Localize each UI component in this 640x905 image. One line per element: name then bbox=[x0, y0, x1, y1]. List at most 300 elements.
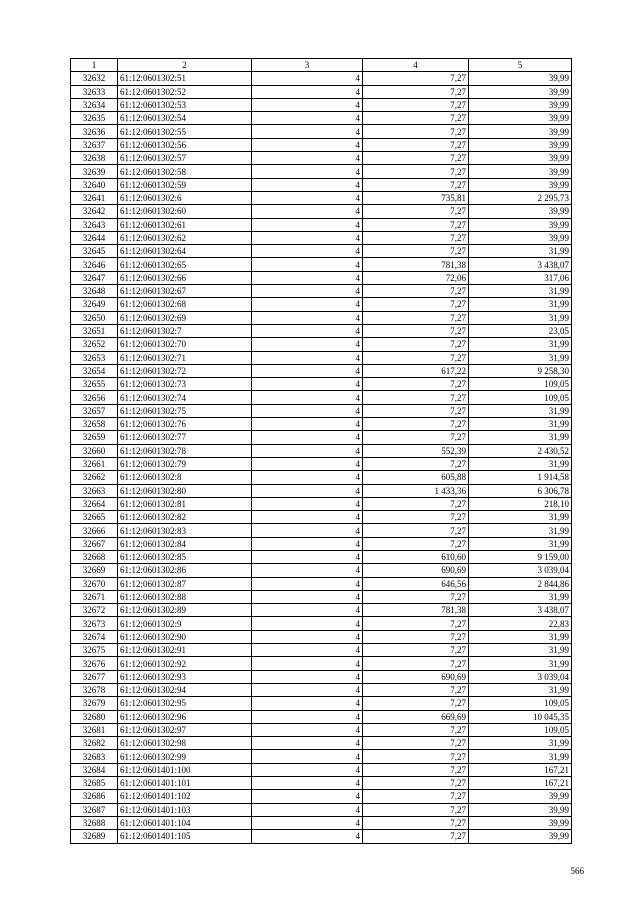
amount-value-cell: 39,99 bbox=[469, 152, 572, 165]
table-row bbox=[71, 324, 572, 337]
table-row bbox=[71, 803, 572, 816]
row-number-cell: 32665 bbox=[71, 511, 118, 524]
cadastral-number-cell: 61:12:0601302:52 bbox=[118, 85, 252, 98]
amount-value-cell: 39,99 bbox=[469, 790, 572, 803]
cadastral-number-cell: 61:12:0601302:85 bbox=[118, 550, 252, 563]
amount-value-cell: 109,05 bbox=[469, 723, 572, 736]
row-number-cell: 32675 bbox=[71, 644, 118, 657]
table-row bbox=[71, 484, 572, 497]
cadastral-number-cell: 61:12:0601302:74 bbox=[118, 391, 252, 404]
cadastral-number-cell: 61:12:0601302:66 bbox=[118, 271, 252, 284]
table-row bbox=[71, 165, 572, 178]
row-number-cell: 32638 bbox=[71, 152, 118, 165]
amount-value-cell: 39,99 bbox=[469, 205, 572, 218]
row-number-cell: 32655 bbox=[71, 378, 118, 391]
table-row bbox=[71, 790, 572, 803]
category-code-cell: 4 bbox=[252, 710, 363, 723]
area-value-cell: 7,27 bbox=[363, 524, 469, 537]
amount-value-cell: 31,99 bbox=[469, 630, 572, 643]
amount-value-cell: 317,06 bbox=[469, 271, 572, 284]
amount-value-cell: 39,99 bbox=[469, 178, 572, 191]
table-row bbox=[71, 564, 572, 577]
area-value-cell: 610,60 bbox=[363, 550, 469, 563]
area-value-cell: 7,27 bbox=[363, 617, 469, 630]
amount-value-cell: 31,99 bbox=[469, 524, 572, 537]
table-row bbox=[71, 404, 572, 417]
row-number-cell: 32680 bbox=[71, 710, 118, 723]
amount-value-cell: 39,99 bbox=[469, 803, 572, 816]
area-value-cell: 617,22 bbox=[363, 364, 469, 377]
category-code-cell: 4 bbox=[252, 378, 363, 391]
cadastral-number-cell: 61:12:0601401:100 bbox=[118, 763, 252, 776]
row-number-cell: 32669 bbox=[71, 564, 118, 577]
table-row bbox=[71, 723, 572, 736]
area-value-cell: 7,27 bbox=[363, 777, 469, 790]
area-value-cell: 7,27 bbox=[363, 790, 469, 803]
area-value-cell: 690,69 bbox=[363, 670, 469, 683]
row-number-cell: 32662 bbox=[71, 471, 118, 484]
amount-value-cell: 167,21 bbox=[469, 777, 572, 790]
row-number-cell: 32640 bbox=[71, 178, 118, 191]
category-code-cell: 4 bbox=[252, 750, 363, 763]
category-code-cell: 4 bbox=[252, 218, 363, 231]
cadastral-number-cell: 61:12:0601302:61 bbox=[118, 218, 252, 231]
category-code-cell: 4 bbox=[252, 191, 363, 204]
row-number-cell: 32635 bbox=[71, 112, 118, 125]
area-value-cell: 7,27 bbox=[363, 351, 469, 364]
table-row bbox=[71, 218, 572, 231]
category-code-cell: 4 bbox=[252, 258, 363, 271]
table-row bbox=[71, 138, 572, 151]
cadastral-number-cell: 61:12:0601401:102 bbox=[118, 790, 252, 803]
table-row bbox=[71, 271, 572, 284]
area-value-cell: 690,69 bbox=[363, 564, 469, 577]
amount-value-cell: 31,99 bbox=[469, 644, 572, 657]
row-number-cell: 32684 bbox=[71, 763, 118, 776]
amount-value-cell: 23,05 bbox=[469, 324, 572, 337]
row-number-cell: 32643 bbox=[71, 218, 118, 231]
amount-value-cell: 109,05 bbox=[469, 697, 572, 710]
category-code-cell: 4 bbox=[252, 590, 363, 603]
amount-value-cell: 218,10 bbox=[469, 497, 572, 510]
cadastral-number-cell: 61:12:0601302:92 bbox=[118, 657, 252, 670]
area-value-cell: 646,56 bbox=[363, 577, 469, 590]
area-value-cell: 7,27 bbox=[363, 218, 469, 231]
table-row bbox=[71, 604, 572, 617]
category-code-cell: 4 bbox=[252, 112, 363, 125]
row-number-cell: 32666 bbox=[71, 524, 118, 537]
category-code-cell: 4 bbox=[252, 644, 363, 657]
table-row bbox=[71, 577, 572, 590]
table-row bbox=[71, 763, 572, 776]
column-header-4: 4 bbox=[363, 59, 469, 72]
amount-value-cell: 39,99 bbox=[469, 830, 572, 843]
amount-value-cell: 31,99 bbox=[469, 338, 572, 351]
amount-value-cell: 31,99 bbox=[469, 298, 572, 311]
table-row bbox=[71, 85, 572, 98]
cadastral-number-cell: 61:12:0601302:51 bbox=[118, 72, 252, 85]
amount-value-cell: 109,05 bbox=[469, 378, 572, 391]
area-value-cell: 7,27 bbox=[363, 138, 469, 151]
table-row bbox=[71, 550, 572, 563]
category-code-cell: 4 bbox=[252, 205, 363, 218]
cadastral-number-cell: 61:12:0601302:95 bbox=[118, 697, 252, 710]
column-header-2: 2 bbox=[118, 59, 252, 72]
row-number-cell: 32682 bbox=[71, 737, 118, 750]
row-number-cell: 32637 bbox=[71, 138, 118, 151]
table-row bbox=[71, 816, 572, 829]
cadastral-number-cell: 61:12:0601302:96 bbox=[118, 710, 252, 723]
amount-value-cell: 39,99 bbox=[469, 98, 572, 111]
table-row bbox=[71, 750, 572, 763]
cadastral-number-cell: 61:12:0601302:76 bbox=[118, 418, 252, 431]
table-row bbox=[71, 471, 572, 484]
area-value-cell: 7,27 bbox=[363, 723, 469, 736]
area-value-cell: 7,27 bbox=[363, 644, 469, 657]
area-value-cell: 7,27 bbox=[363, 457, 469, 470]
row-number-cell: 32663 bbox=[71, 484, 118, 497]
table-row bbox=[71, 777, 572, 790]
cadastral-number-cell: 61:12:0601302:80 bbox=[118, 484, 252, 497]
amount-value-cell: 3 039,04 bbox=[469, 670, 572, 683]
cadastral-number-cell: 61:12:0601302:79 bbox=[118, 457, 252, 470]
column-header-5: 5 bbox=[469, 59, 572, 72]
cadastral-number-cell: 61:12:0601302:82 bbox=[118, 511, 252, 524]
table-row bbox=[71, 830, 572, 843]
row-number-cell: 32670 bbox=[71, 577, 118, 590]
row-number-cell: 32688 bbox=[71, 816, 118, 829]
area-value-cell: 7,27 bbox=[363, 125, 469, 138]
row-number-cell: 32668 bbox=[71, 550, 118, 563]
amount-value-cell: 39,99 bbox=[469, 816, 572, 829]
table-row bbox=[71, 298, 572, 311]
area-value-cell: 7,27 bbox=[363, 165, 469, 178]
cadastral-number-cell: 61:12:0601302:72 bbox=[118, 364, 252, 377]
amount-value-cell: 31,99 bbox=[469, 750, 572, 763]
row-number-cell: 32646 bbox=[71, 258, 118, 271]
page-number: 566 bbox=[570, 866, 584, 876]
cadastral-number-cell: 61:12:0601302:86 bbox=[118, 564, 252, 577]
cadastral-number-cell: 61:12:0601302:69 bbox=[118, 311, 252, 324]
amount-value-cell: 2 295,73 bbox=[469, 191, 572, 204]
cadastral-number-cell: 61:12:0601401:104 bbox=[118, 816, 252, 829]
category-code-cell: 4 bbox=[252, 271, 363, 284]
amount-value-cell: 31,99 bbox=[469, 431, 572, 444]
row-number-cell: 32634 bbox=[71, 98, 118, 111]
category-code-cell: 4 bbox=[252, 364, 363, 377]
table-row bbox=[71, 617, 572, 630]
area-value-cell: 7,27 bbox=[363, 497, 469, 510]
row-number-cell: 32678 bbox=[71, 683, 118, 696]
cadastral-number-cell: 61:12:0601302:81 bbox=[118, 497, 252, 510]
area-value-cell: 7,27 bbox=[363, 152, 469, 165]
category-code-cell: 4 bbox=[252, 617, 363, 630]
area-value-cell: 7,27 bbox=[363, 816, 469, 829]
amount-value-cell: 22,83 bbox=[469, 617, 572, 630]
row-number-cell: 32641 bbox=[71, 191, 118, 204]
row-number-cell: 32656 bbox=[71, 391, 118, 404]
area-value-cell: 7,27 bbox=[363, 311, 469, 324]
amount-value-cell: 167,21 bbox=[469, 763, 572, 776]
row-number-cell: 32671 bbox=[71, 590, 118, 603]
cadastral-number-cell: 61:12:0601302:73 bbox=[118, 378, 252, 391]
area-value-cell: 1 433,36 bbox=[363, 484, 469, 497]
category-code-cell: 4 bbox=[252, 630, 363, 643]
category-code-cell: 4 bbox=[252, 72, 363, 85]
cadastral-number-cell: 61:12:0601302:54 bbox=[118, 112, 252, 125]
category-code-cell: 4 bbox=[252, 85, 363, 98]
column-header-3: 3 bbox=[252, 59, 363, 72]
row-number-cell: 32654 bbox=[71, 364, 118, 377]
header-row bbox=[71, 59, 572, 72]
amount-value-cell: 39,99 bbox=[469, 231, 572, 244]
amount-value-cell: 2 430,52 bbox=[469, 444, 572, 457]
amount-value-cell: 39,99 bbox=[469, 72, 572, 85]
table-row bbox=[71, 644, 572, 657]
table-row bbox=[71, 391, 572, 404]
table-row bbox=[71, 231, 572, 244]
area-value-cell: 72,06 bbox=[363, 271, 469, 284]
row-number-cell: 32636 bbox=[71, 125, 118, 138]
area-value-cell: 7,27 bbox=[363, 431, 469, 444]
amount-value-cell: 31,99 bbox=[469, 311, 572, 324]
row-number-cell: 32674 bbox=[71, 630, 118, 643]
cadastral-number-cell: 61:12:0601302:56 bbox=[118, 138, 252, 151]
cadastral-number-cell: 61:12:0601302:91 bbox=[118, 644, 252, 657]
area-value-cell: 7,27 bbox=[363, 590, 469, 603]
category-code-cell: 4 bbox=[252, 484, 363, 497]
amount-value-cell: 3 438,07 bbox=[469, 604, 572, 617]
category-code-cell: 4 bbox=[252, 457, 363, 470]
table-row bbox=[71, 205, 572, 218]
category-code-cell: 4 bbox=[252, 564, 363, 577]
row-number-cell: 32686 bbox=[71, 790, 118, 803]
row-number-cell: 32650 bbox=[71, 311, 118, 324]
column-header-1: 1 bbox=[71, 59, 118, 72]
table-row bbox=[71, 457, 572, 470]
table-row bbox=[71, 351, 572, 364]
category-code-cell: 4 bbox=[252, 338, 363, 351]
cadastral-number-cell: 61:12:0601302:83 bbox=[118, 524, 252, 537]
table-row bbox=[71, 125, 572, 138]
row-number-cell: 32639 bbox=[71, 165, 118, 178]
category-code-cell: 4 bbox=[252, 723, 363, 736]
row-number-cell: 32648 bbox=[71, 285, 118, 298]
area-value-cell: 7,27 bbox=[363, 178, 469, 191]
category-code-cell: 4 bbox=[252, 737, 363, 750]
area-value-cell: 7,27 bbox=[363, 112, 469, 125]
row-number-cell: 32659 bbox=[71, 431, 118, 444]
amount-value-cell: 39,99 bbox=[469, 165, 572, 178]
amount-value-cell: 6 306,78 bbox=[469, 484, 572, 497]
area-value-cell: 7,27 bbox=[363, 98, 469, 111]
table-row bbox=[71, 590, 572, 603]
amount-value-cell: 31,99 bbox=[469, 590, 572, 603]
amount-value-cell: 39,99 bbox=[469, 138, 572, 151]
area-value-cell: 7,27 bbox=[363, 85, 469, 98]
category-code-cell: 4 bbox=[252, 152, 363, 165]
area-value-cell: 7,27 bbox=[363, 378, 469, 391]
area-value-cell: 735,81 bbox=[363, 191, 469, 204]
amount-value-cell: 31,99 bbox=[469, 418, 572, 431]
area-value-cell: 669,69 bbox=[363, 710, 469, 723]
area-value-cell: 781,38 bbox=[363, 604, 469, 617]
category-code-cell: 4 bbox=[252, 803, 363, 816]
amount-value-cell: 31,99 bbox=[469, 404, 572, 417]
table-row bbox=[71, 697, 572, 710]
category-code-cell: 4 bbox=[252, 697, 363, 710]
category-code-cell: 4 bbox=[252, 444, 363, 457]
category-code-cell: 4 bbox=[252, 165, 363, 178]
area-value-cell: 552,39 bbox=[363, 444, 469, 457]
amount-value-cell: 31,99 bbox=[469, 657, 572, 670]
amount-value-cell: 31,99 bbox=[469, 683, 572, 696]
row-number-cell: 32657 bbox=[71, 404, 118, 417]
cadastral-number-cell: 61:12:0601302:99 bbox=[118, 750, 252, 763]
table-row bbox=[71, 657, 572, 670]
row-number-cell: 32664 bbox=[71, 497, 118, 510]
row-number-cell: 32677 bbox=[71, 670, 118, 683]
data-table bbox=[70, 58, 572, 844]
area-value-cell: 7,27 bbox=[363, 750, 469, 763]
cadastral-number-cell: 61:12:0601302:93 bbox=[118, 670, 252, 683]
category-code-cell: 4 bbox=[252, 763, 363, 776]
cadastral-number-cell: 61:12:0601302:60 bbox=[118, 205, 252, 218]
row-number-cell: 32653 bbox=[71, 351, 118, 364]
category-code-cell: 4 bbox=[252, 418, 363, 431]
area-value-cell: 7,27 bbox=[363, 338, 469, 351]
area-value-cell: 7,27 bbox=[363, 418, 469, 431]
area-value-cell: 7,27 bbox=[363, 511, 469, 524]
row-number-cell: 32660 bbox=[71, 444, 118, 457]
area-value-cell: 7,27 bbox=[363, 391, 469, 404]
cadastral-number-cell: 61:12:0601302:64 bbox=[118, 245, 252, 258]
table-row bbox=[71, 511, 572, 524]
row-number-cell: 32683 bbox=[71, 750, 118, 763]
row-number-cell: 32689 bbox=[71, 830, 118, 843]
table-row bbox=[71, 378, 572, 391]
area-value-cell: 7,27 bbox=[363, 803, 469, 816]
table-row bbox=[71, 245, 572, 258]
amount-value-cell: 2 844,86 bbox=[469, 577, 572, 590]
area-value-cell: 7,27 bbox=[363, 298, 469, 311]
category-code-cell: 4 bbox=[252, 98, 363, 111]
amount-value-cell: 1 914,58 bbox=[469, 471, 572, 484]
table-row bbox=[71, 112, 572, 125]
row-number-cell: 32685 bbox=[71, 777, 118, 790]
row-number-cell: 32652 bbox=[71, 338, 118, 351]
area-value-cell: 7,27 bbox=[363, 630, 469, 643]
category-code-cell: 4 bbox=[252, 550, 363, 563]
table-row bbox=[71, 311, 572, 324]
row-number-cell: 32679 bbox=[71, 697, 118, 710]
table-row bbox=[71, 191, 572, 204]
amount-value-cell: 31,99 bbox=[469, 537, 572, 550]
cadastral-number-cell: 61:12:0601302:89 bbox=[118, 604, 252, 617]
table-row bbox=[71, 630, 572, 643]
amount-value-cell: 109,05 bbox=[469, 391, 572, 404]
cadastral-number-cell: 61:12:0601401:101 bbox=[118, 777, 252, 790]
amount-value-cell: 31,99 bbox=[469, 457, 572, 470]
area-value-cell: 7,27 bbox=[363, 72, 469, 85]
table-row bbox=[71, 497, 572, 510]
category-code-cell: 4 bbox=[252, 324, 363, 337]
area-value-cell: 7,27 bbox=[363, 763, 469, 776]
row-number-cell: 32658 bbox=[71, 418, 118, 431]
category-code-cell: 4 bbox=[252, 431, 363, 444]
category-code-cell: 4 bbox=[252, 311, 363, 324]
amount-value-cell: 3 039,04 bbox=[469, 564, 572, 577]
cadastral-number-cell: 61:12:0601302:97 bbox=[118, 723, 252, 736]
category-code-cell: 4 bbox=[252, 604, 363, 617]
category-code-cell: 4 bbox=[252, 285, 363, 298]
category-code-cell: 4 bbox=[252, 816, 363, 829]
area-value-cell: 7,27 bbox=[363, 231, 469, 244]
category-code-cell: 4 bbox=[252, 511, 363, 524]
cadastral-number-cell: 61:12:0601302:53 bbox=[118, 98, 252, 111]
row-number-cell: 32649 bbox=[71, 298, 118, 311]
category-code-cell: 4 bbox=[252, 524, 363, 537]
area-value-cell: 7,27 bbox=[363, 830, 469, 843]
cadastral-number-cell: 61:12:0601302:68 bbox=[118, 298, 252, 311]
cadastral-number-cell: 61:12:0601302:59 bbox=[118, 178, 252, 191]
category-code-cell: 4 bbox=[252, 790, 363, 803]
table-row bbox=[71, 418, 572, 431]
row-number-cell: 32645 bbox=[71, 245, 118, 258]
cadastral-number-cell: 61:12:0601302:65 bbox=[118, 258, 252, 271]
table-row bbox=[71, 683, 572, 696]
table-row bbox=[71, 285, 572, 298]
category-code-cell: 4 bbox=[252, 577, 363, 590]
amount-value-cell: 3 438,07 bbox=[469, 258, 572, 271]
category-code-cell: 4 bbox=[252, 138, 363, 151]
table-row bbox=[71, 338, 572, 351]
category-code-cell: 4 bbox=[252, 125, 363, 138]
amount-value-cell: 39,99 bbox=[469, 85, 572, 98]
amount-value-cell: 9 258,30 bbox=[469, 364, 572, 377]
category-code-cell: 4 bbox=[252, 537, 363, 550]
area-value-cell: 7,27 bbox=[363, 537, 469, 550]
cadastral-number-cell: 61:12:0601302:6 bbox=[118, 191, 252, 204]
row-number-cell: 32673 bbox=[71, 617, 118, 630]
category-code-cell: 4 bbox=[252, 657, 363, 670]
cadastral-number-cell: 61:12:0601302:75 bbox=[118, 404, 252, 417]
table-row bbox=[71, 431, 572, 444]
row-number-cell: 32672 bbox=[71, 604, 118, 617]
table-row bbox=[71, 152, 572, 165]
table-row bbox=[71, 178, 572, 191]
table-row bbox=[71, 537, 572, 550]
cadastral-number-cell: 61:12:0601302:77 bbox=[118, 431, 252, 444]
row-number-cell: 32633 bbox=[71, 85, 118, 98]
amount-value-cell: 39,99 bbox=[469, 218, 572, 231]
row-number-cell: 32687 bbox=[71, 803, 118, 816]
category-code-cell: 4 bbox=[252, 830, 363, 843]
category-code-cell: 4 bbox=[252, 178, 363, 191]
area-value-cell: 7,27 bbox=[363, 205, 469, 218]
category-code-cell: 4 bbox=[252, 683, 363, 696]
area-value-cell: 7,27 bbox=[363, 285, 469, 298]
row-number-cell: 32642 bbox=[71, 205, 118, 218]
cadastral-number-cell: 61:12:0601401:103 bbox=[118, 803, 252, 816]
category-code-cell: 4 bbox=[252, 245, 363, 258]
area-value-cell: 7,27 bbox=[363, 697, 469, 710]
category-code-cell: 4 bbox=[252, 670, 363, 683]
category-code-cell: 4 bbox=[252, 298, 363, 311]
area-value-cell: 7,27 bbox=[363, 657, 469, 670]
amount-value-cell: 31,99 bbox=[469, 737, 572, 750]
row-number-cell: 32667 bbox=[71, 537, 118, 550]
